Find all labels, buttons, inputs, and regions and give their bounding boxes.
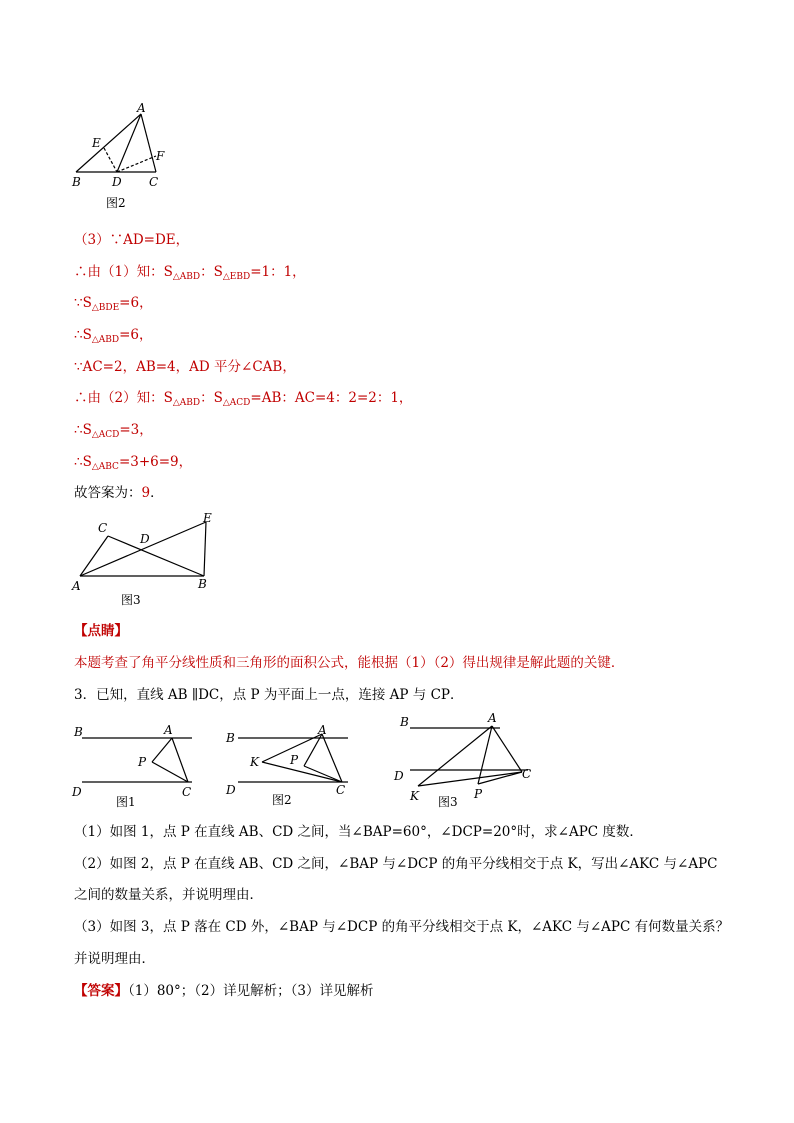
- p3f3-label-b: B: [400, 715, 409, 729]
- p3f2-label-d: D: [226, 783, 236, 797]
- problem3-q2-line1: （2）如图 2，点 P 在直线 AB、CD 之间，∠BAP 与∠DCP 的角平分线相交于点 K，写出∠AKC 与∠APC: [74, 856, 718, 872]
- p3f3-caption: 图3: [438, 795, 458, 809]
- fig3a-label-b: B: [198, 577, 207, 591]
- p3f2-label-c: C: [336, 783, 346, 797]
- p3f1-label-b: B: [74, 725, 83, 739]
- p3f2-label-k: K: [250, 755, 259, 769]
- figure-2-triangle: [66, 100, 186, 215]
- p3f2-caption: 图2: [272, 793, 292, 807]
- solution-line-2: ∴由（1）知：$S_{\triangle ABD}$：$S_{\triangle EBD}=1$：1，: [74, 264, 306, 282]
- p3f1-label-d: D: [72, 785, 82, 799]
- solution-line-8: $\therefore S_{\triangle ABC}=3+6=9$，: [74, 454, 193, 472]
- p3f3-label-k: K: [410, 789, 419, 803]
- p3f1-label-c: C: [182, 785, 192, 799]
- fig3a-caption: 图3: [121, 593, 141, 607]
- fig2-label-f: F: [156, 149, 165, 163]
- solution-line-7: $\therefore S_{\triangle ACD}=3$，: [74, 422, 153, 440]
- problem3-q1: （1）如图 1，点 P 在直线 AB、CD 之间，当∠BAP=60°，∠DCP=20°时，求∠APC 度数．: [74, 824, 643, 840]
- solution-line-9: 故答案为：9．: [74, 485, 164, 501]
- solution-line-4: $\therefore S_{\triangle ABD}=6$，: [74, 327, 153, 345]
- solution-line-3: $\because S_{\triangle BDE}=6$，: [74, 295, 153, 313]
- p3f1-caption: 图1: [116, 795, 136, 809]
- problem3-figure-2: [220, 718, 370, 810]
- fig3a-label-a: A: [72, 579, 81, 593]
- figure-3-solution: [66, 508, 226, 610]
- p3f3-label-p: P: [474, 787, 483, 801]
- dianjing-heading: 【点睛】: [74, 623, 128, 639]
- p3f1-label-p: P: [138, 755, 147, 769]
- fig2-label-e: E: [92, 136, 101, 150]
- fig2-caption: 图2: [106, 196, 126, 210]
- fig2-label-d: D: [112, 175, 122, 189]
- problem3-q3-line2: 并说明理由．: [74, 951, 155, 967]
- fig2-label-a: A: [137, 101, 146, 115]
- p3f3-label-c: C: [522, 767, 532, 781]
- p3f2-label-a: A: [318, 723, 327, 737]
- p3f2-label-b: B: [226, 731, 235, 745]
- solution-line-6: ∴由（2）知：$S_{\triangle ABD}$：$S_{\triangle ACD}=AB$：AC=4：2=2：1，: [74, 390, 413, 408]
- dianjing-text: 本题考查了角平分线性质和三角形的面积公式，能根据（1）（2）得出规律是解此题的关键．: [74, 655, 625, 671]
- fig2-label-b: B: [72, 175, 81, 189]
- problem3-q3-line1: （3）如图 3，点 P 落在 CD 外，∠BAP 与∠DCP 的角平分线相交于点 K，∠AKC 与∠APC 有何数量关系？: [74, 919, 730, 935]
- problem3-stem: 3．已知，直线 AB ∥DC，点 P 为平面上一点，连接 AP 与 CP．: [74, 687, 464, 703]
- problem3-figure-1: [66, 718, 206, 810]
- solution-line-1: （3）∵AD=DE，: [74, 232, 190, 248]
- solution-line-5: ∵AC=2，AB=4，AD 平分∠CAB，: [74, 359, 296, 375]
- p3f1-label-a: A: [164, 723, 173, 737]
- fig3a-label-e: E: [203, 511, 212, 525]
- p3f3-label-a: A: [488, 711, 497, 725]
- problem3-figure-3: [388, 708, 548, 812]
- fig2-label-c: C: [149, 175, 159, 189]
- problem3-answer: 【答案】（1）80°；（2）详见解析；（3）详见解析: [74, 983, 374, 999]
- fig3a-label-c: C: [98, 521, 108, 535]
- problem3-q2-line2: 之间的数量关系，并说明理由．: [74, 887, 263, 903]
- p3f3-label-d: D: [394, 769, 404, 783]
- fig3a-label-d: D: [140, 532, 150, 546]
- p3f2-label-p: P: [290, 753, 299, 767]
